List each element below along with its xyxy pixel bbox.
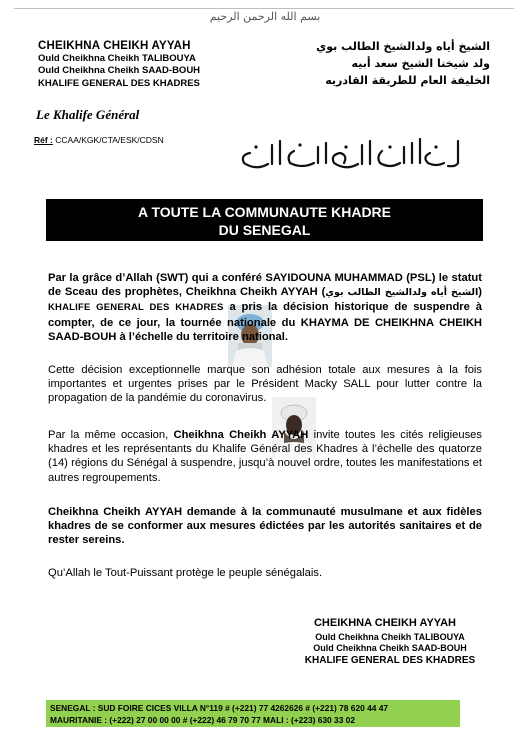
header-left-line2: Ould Cheikhna Cheikh TALIBOUYA: [38, 53, 196, 64]
banner-line1: A TOUTE LA COMMUNAUTE KHADRE: [137, 204, 392, 220]
paragraph-4: Cheikhna Cheikh AYYAH demande à la communauté musulmane et aux fidèles khadres de se conformer aux mesures édictées par les autorités sanitaires et de rester sereins.: [48, 506, 482, 547]
paragraph-1: [48, 271, 482, 344]
paragraph-3-bold: Cheikhna Cheikh AYYAH: [173, 429, 309, 441]
signature-line1: CHEIKHNA CHEIKH AYYAH: [313, 617, 456, 629]
header-left-line4: KHALIFE GENERAL DES KHADRES: [38, 78, 200, 89]
paragraph-1-part-c: a pris la décision historique de suspendre à compter, de ce jour, la tournée nationale du KHAYMA DE CHEIKHNA CHEIKH SAAD-BOUH à l’échelle du territoire national.: [48, 301, 482, 343]
paragraph-2: Cette décision exceptionnelle marque son adhésion totale aux mesures à la fois importantes et urgentes prises par le Président Macky SALL pour lutter contre la propagation de la pandémie du coronavirus.: [48, 364, 482, 405]
banner-line2: DU SENEGAL: [218, 222, 311, 238]
paragraph-3-part-a: Par la même occasion,: [48, 429, 174, 441]
header-right-line3: الخليفة العام للطريقة القادريه: [325, 74, 490, 87]
paragraph-1-part-b: ): [478, 286, 482, 299]
top-basmala: بسم الله الرحمن الرحيم: [209, 10, 321, 23]
paragraph-3-part-b: invite toutes les cités religieuses khadres et les représentants du Khalife Général des Khadres à l’échelle des quatorze (14) régions du Sénégal à suspendre, jusqu’à nouvel ordre, toutes les manifestations et autres regroupements.: [48, 429, 482, 484]
header-right-line2: ولد شيخنا الشيخ سعد أبيه: [351, 57, 490, 70]
footer-line2: MAURITANIE : (+222) 27 00 00 00 # (+222) 46 79 70 77 MALI : (+223) 630 33 02: [50, 715, 355, 725]
reference-value: CCAA/KGK/CTA/ESK/CDSN: [55, 135, 164, 145]
footer-contact-bar: [46, 700, 460, 727]
signature-line2: Ould Cheikhna Cheikh TALIBOUYA: [315, 632, 465, 642]
paragraph-5: Qu’Allah le Tout-Puissant protège le peuple sénégalais.: [48, 567, 323, 579]
khalife-title: Le Khalife Général: [36, 107, 140, 122]
title-banner: [46, 199, 483, 241]
signature-line4: KHALIFE GENERAL DES KHADRES: [304, 655, 476, 666]
signature-line3: Ould Cheikhna Cheikh SAAD-BOUH: [313, 643, 467, 653]
paragraph-1-caps: KHALIFE GENERAL DES KHADRES: [48, 302, 224, 314]
reference-label: Réf :: [34, 135, 53, 145]
footer-line1: SENEGAL : SUD FOIRE CICES VILLA N°119 # (+221) 77 4262626 # (+221) 78 620 44 47: [50, 703, 389, 713]
header-left-line3: Ould Cheikhna Cheikh SAAD-BOUH: [38, 65, 201, 76]
paragraph-1-arabic: الشيخ أياه ولدالشيخ الطالب بوي: [325, 287, 479, 299]
header-right-line1: الشيخ أياه ولدالشيخ الطالب بوي: [316, 40, 490, 53]
paragraph-3: [48, 428, 482, 485]
header-right-block: [300, 38, 490, 89]
basmala-calligraphy: [230, 133, 470, 173]
paragraph-1-part-a: Par la grâce d’Allah (SWT) qui a conféré SAYIDOUNA MUHAMMAD (PSL) le statut de Sceau des prophètes, Cheikhna Cheikh AYYAH (: [48, 272, 482, 299]
top-rule: [14, 8, 514, 9]
header-left-block: [38, 40, 238, 89]
reference-line: [34, 135, 164, 145]
signature-block: [290, 617, 490, 666]
header-left-line1: CHEIKHNA CHEIKH AYYAH: [38, 40, 191, 52]
